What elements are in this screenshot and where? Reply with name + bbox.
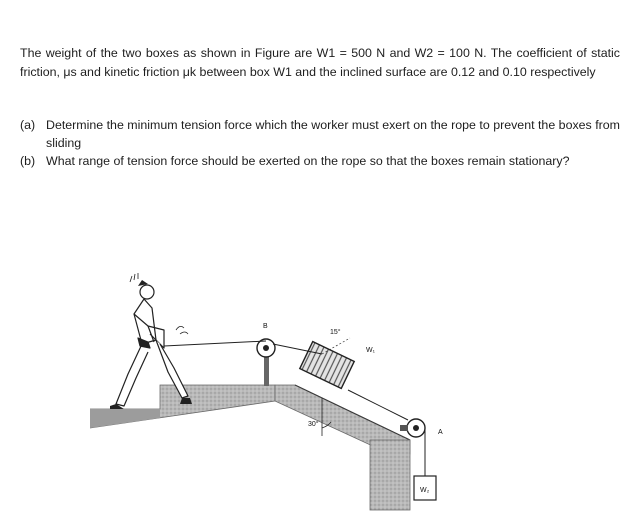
- pulley-b-label: B: [263, 323, 268, 330]
- support-column: [370, 440, 410, 510]
- worker-head: [140, 285, 154, 299]
- incline-angle-label: 30°: [308, 421, 319, 428]
- rope-angle-label: 15°: [330, 329, 341, 336]
- question-list: [20, 116, 620, 170]
- pulley-b: [257, 323, 275, 386]
- problem-statement: [20, 44, 620, 82]
- box-w1: [300, 342, 354, 389]
- question-b-text: What range of tension force should be exerted on the rope so that the boxes remain stationary?: [46, 154, 570, 168]
- incline-pulley-figure: [90, 268, 480, 512]
- problem-intro-text: The weight of the two boxes as shown in Figure are W1 = 500 N and W2 = 100 N. The coefficient of static friction, μs and kinetic friction μk between box W1 and the inclined surface are 0.12 and 0.10 respectively: [20, 46, 620, 79]
- question-b: [20, 152, 620, 170]
- rope-worker-to-b: [164, 341, 266, 346]
- question-a-text: Determine the minimum tension force which the worker must exert on the rope to prevent the boxes from sliding: [46, 118, 620, 150]
- box-w1-label: W₁: [366, 347, 375, 354]
- pulley-a: [400, 419, 443, 437]
- question-a: [20, 116, 620, 152]
- question-b-label: (b): [20, 154, 36, 168]
- worker-figure: [110, 280, 192, 409]
- box-w2-label: W₂: [420, 487, 430, 494]
- rope-angle-guide: [322, 338, 350, 354]
- box-w2: [414, 476, 436, 500]
- worker-left-leg: [116, 344, 148, 406]
- question-a-label: (a): [20, 118, 36, 132]
- pulley-a-label: A: [438, 429, 443, 436]
